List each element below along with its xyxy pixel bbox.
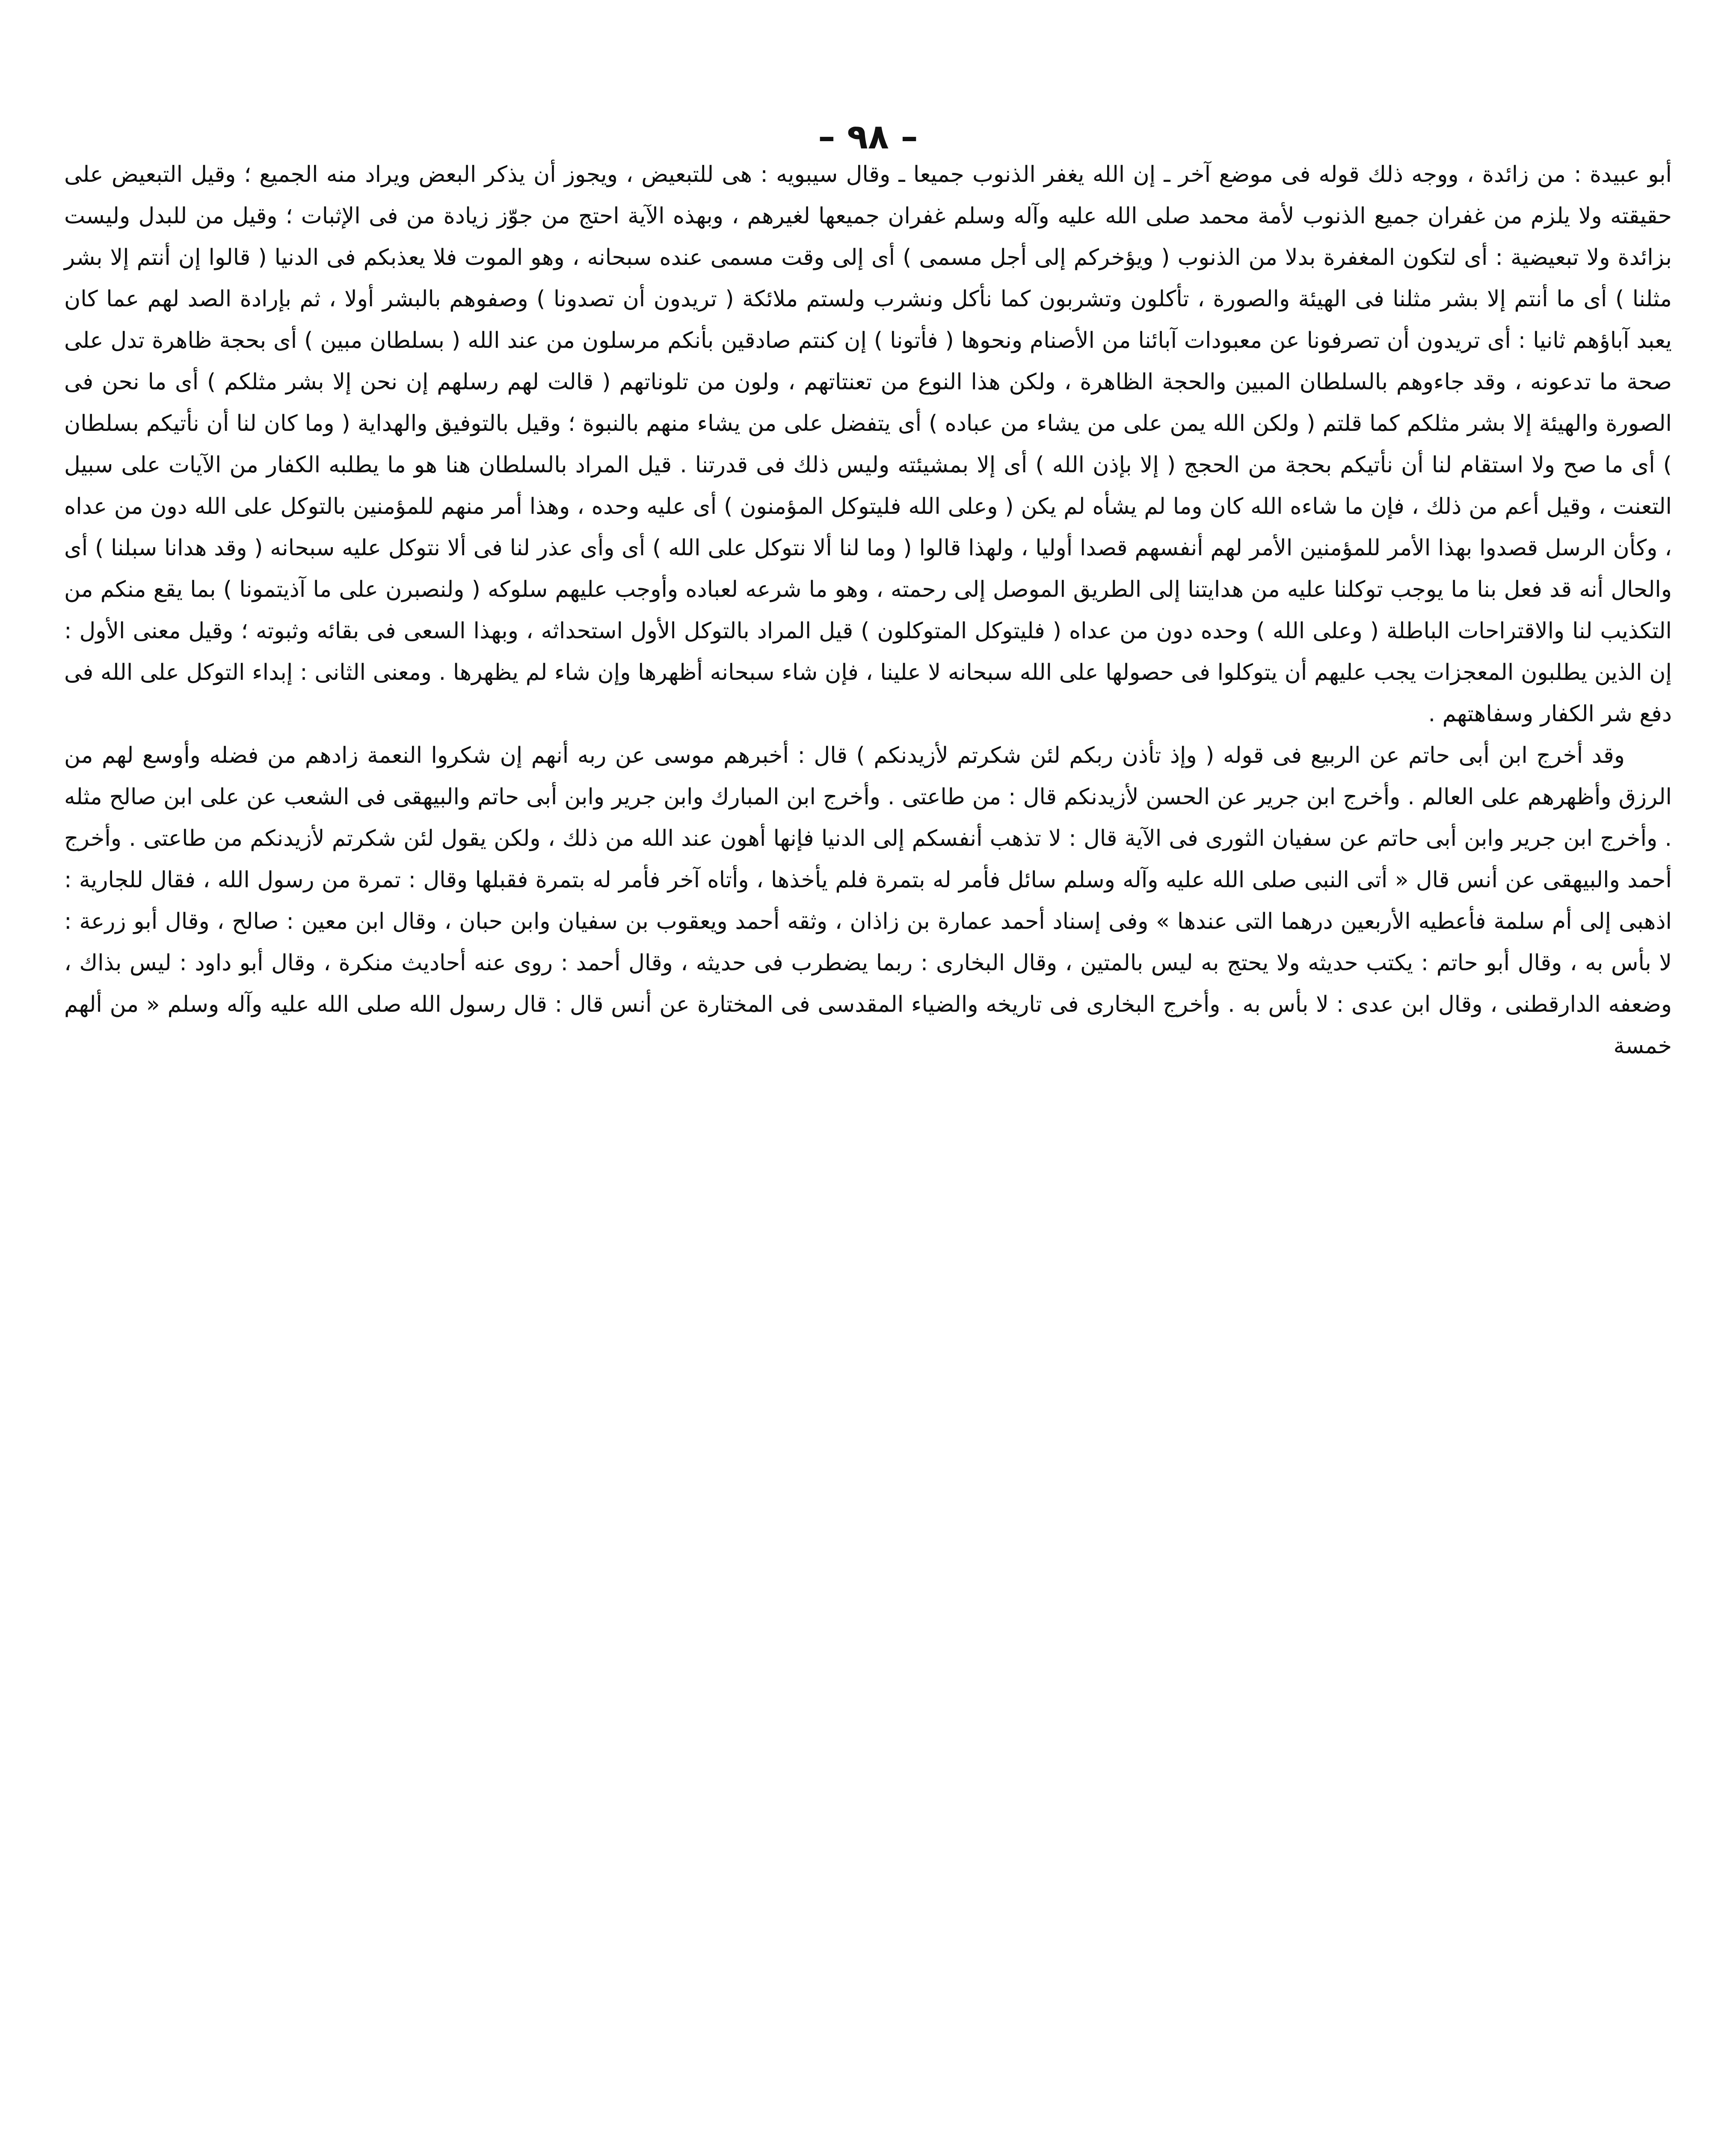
body-text [0,154,1736,1067]
paragraph-narrations: وقد أخرج ابن أبى حاتم عن الربيع فى قوله ( وإذ تأذن ربكم لئن شكرتم لأزيدنكم ) قال : أخبرهم موسى عن ربه أنهم إن شكروا النعمة زادهم من فضله وأوسع لهم من الرزق وأظهرهم على العالم . وأخرج ابن جرير عن الحسن لأزيدنكم قال : من طاعتى . وأخرج ابن المبارك وابن جرير وابن أبى حاتم والبيهقى فى الشعب عن على ابن صالح مثله . وأخرج ابن جرير وابن أبى حاتم عن سفيان الثورى فى الآية قال : لا تذهب أنفسكم إلى الدنيا فإنها أهون عند الله من ذلك ، ولكن يقول لئن شكرتم لأزيدنكم من طاعتى . وأخرج أحمد والبيهقى عن أنس قال « أتى النبى صلى الله عليه وآله وسلم سائل فأمر له بتمرة فلم يأخذها ، وأتاه آخر فأمر له بتمرة فقبلها وقال : تمرة من رسول الله ، فقال للجارية : اذهبى إلى أم سلمة فأعطيه الأربعين درهما التى عندها » وفى إسناد أحمد عمارة بن زاذان ، وثقه أحمد ويعقوب بن سفيان وابن حبان ، وقال ابن معين : صالح ، وقال أبو زرعة : لا بأس به ، وقال أبو حاتم : يكتب حديثه ولا يحتج به ليس بالمتين ، وقال البخارى : ربما يضطرب فى حديثه ، وقال أحمد : روى عنه أحاديث منكرة ، وقال أبو داود : ليس بذاك ، وضعفه الدارقطنى ، وقال ابن عدى : لا بأس به . وأخرج البخارى فى تاريخه والضياء المقدسى فى المختارة عن أنس قال : قال رسول الله صلى الله عليه وآله وسلم « من ألهم خمسة [64,743,1672,1059]
page-number: – ٩٨ – [818,117,918,157]
paragraph-commentary: أبو عبيدة : من زائدة ، ووجه ذلك قوله فى موضع آخر ـ إن الله يغفر الذنوب جميعا ـ وقال سيبويه : هى للتبعيض ، ويجوز أن يذكر البعض ويراد منه الجميع ؛ وقيل التبعيض على حقيقته ولا يلزم من غفران جميع الذنوب لأمة محمد صلى الله عليه وآله وسلم غفران جميعها لغيرهم ، وبهذه الآية احتج من جوّز زيادة من فى الإثبات ؛ وقيل من للبدل وليست بزائدة ولا تبعيضية : أى لتكون المغفرة بدلا من الذنوب ( ويؤخركم إلى أجل مسمى ) أى إلى وقت مسمى عنده سبحانه ، وهو الموت فلا يعذبكم فى الدنيا ( قالوا إن أنتم إلا بشر مثلنا ) أى ما أنتم إلا بشر مثلنا فى الهيئة والصورة ، تأكلون وتشربون كما نأكل ونشرب ولستم ملائكة ( تريدون أن تصدونا ) وصفوهم بالبشر أولا ، ثم بإرادة الصد لهم عما كان يعبد آباؤهم ثانيا : أى تريدون أن تصرفونا عن معبودات آبائنا من الأصنام ونحوها ( فأتونا ) إن كنتم صادقين بأنكم مرسلون من عند الله ( بسلطان مبين ) أى بحجة ظاهرة تدل على صحة ما تدعونه ، وقد جاءوهم بالسلطان المبين والحجة الظاهرة ، ولكن هذا النوع من تعنتاتهم ، ولون من تلوناتهم ( قالت لهم رسلهم إن نحن إلا بشر مثلكم ) أى ما نحن فى الصورة والهيئة إلا بشر مثلكم كما قلتم ( ولكن الله يمن على من يشاء من عباده ) أى يتفضل على من يشاء منهم بالنبوة ؛ وقيل بالتوفيق والهداية ( وما كان لنا أن نأتيكم بسلطان ) أى ما صح ولا استقام لنا أن نأتيكم بحجة من الحجج ( إلا بإذن الله ) أى إلا بمشيئته وليس ذلك فى قدرتنا . قيل المراد بالسلطان هنا هو ما يطلبه الكفار من الآيات على سبيل التعنت ، وقيل أعم من ذلك ، فإن ما شاءه الله كان وما لم يشأه لم يكن ( وعلى الله فليتوكل المؤمنون ) أى عليه وحده ، وهذا أمر منهم للمؤمنين بالتوكل على الله دون من عداه ، وكأن الرسل قصدوا بهذا الأمر للمؤمنين الأمر لهم أنفسهم قصدا أوليا ، ولهذا قالوا ( وما لنا ألا نتوكل على الله ) أى وأى عذر لنا فى ألا نتوكل عليه سبحانه ( وقد هدانا سبلنا ) أى والحال أنه قد فعل بنا ما يوجب توكلنا عليه من هدايتنا إلى الطريق الموصل إلى رحمته ، وهو ما شرعه لعباده وأوجب عليهم سلوكه ( ولنصبرن على ما آذيتمونا ) بما يقع منكم من التكذيب لنا والاقتراحات الباطلة ( وعلى الله ) وحده دون من عداه ( فليتوكل المتوكلون ) قيل المراد بالتوكل الأول استحداثه ، وبهذا السعى فى بقائه وثبوته ؛ وقيل معنى الأول : إن الذين يطلبون المعجزات يجب عليهم أن يتوكلوا فى حصولها على الله سبحانه لا علينا ، فإن شاء سبحانه أظهرها وإن شاء لم يظهرها . ومعنى الثانى : إبداء التوكل على الله فى دفع شر الكفار وسفاهتهم . [64,162,1672,727]
